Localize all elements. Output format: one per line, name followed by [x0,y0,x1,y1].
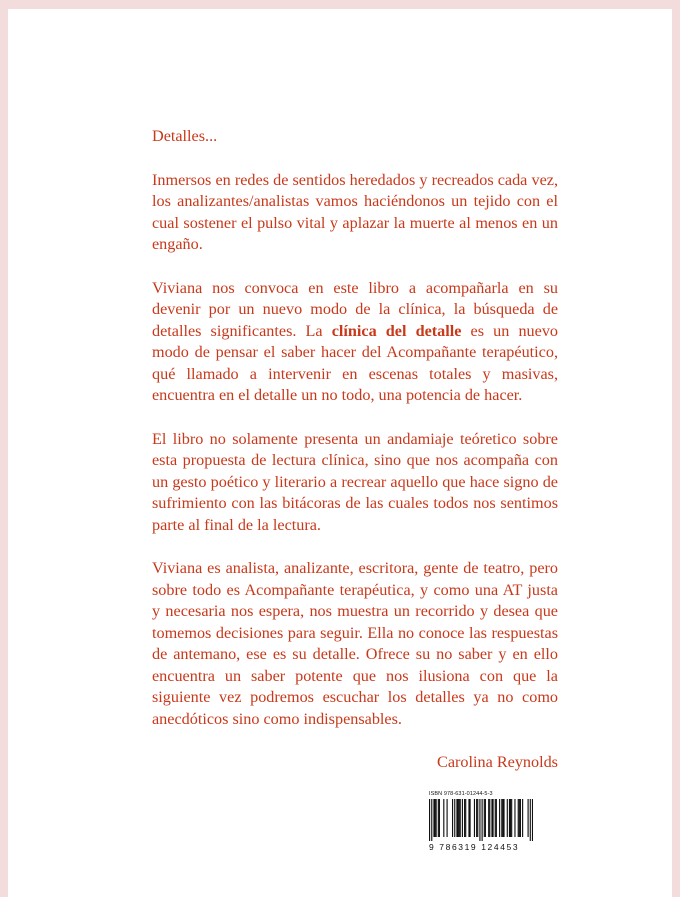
barcode-bar [502,799,503,837]
barcode-bar [510,799,511,837]
barcode-bar [520,799,521,837]
barcode-bar [522,799,523,837]
barcode-bar [530,799,531,841]
barcode-bar [514,799,515,837]
barcode-bar [479,799,480,841]
barcode-bar [452,799,453,837]
barcode-bar [470,799,471,837]
barcode-bar [457,799,458,837]
paragraph-2-text-start: Viviana nos convoca en este libro a acompañarla en su devenir por un nuevo modo de la clínica, la búsqueda de detalles significantes. La [152,278,558,340]
back-cover-text [152,126,558,790]
heading: Detalles... [152,127,218,145]
barcode-bar [474,799,475,837]
barcode-bar [439,799,440,837]
barcode-bars [429,799,533,841]
barcode-bar [482,799,483,841]
barcode-bar [492,799,493,837]
barcode-bar [511,799,512,837]
barcode-bar [429,799,430,841]
barcode-bar [476,799,477,837]
barcode-bar [501,799,502,837]
barcode-bar [436,799,437,837]
barcode-bar [454,799,455,837]
barcode-bar [484,799,485,837]
barcode-bar [485,799,486,837]
paragraph-2-text-end: es un nuevo modo de pensar el saber hacer del Acompañante terapéutico, qué llamado a intervenir en escenas totales y masivas, encuentra en el detalle un no todo, una potencia de hacer. [152,321,559,404]
barcode-bar [499,799,500,837]
bold-phrase: clínica del detalle [331,321,462,340]
barcode-bar [496,799,497,837]
barcode-bar [460,799,461,837]
barcode-bar [438,799,439,837]
barcode-bar [507,799,508,837]
back-cover-page [8,9,672,897]
barcode-bar [495,799,496,837]
paragraph-4: Viviana es analista, analizante, escritora, gente de teatro, pero sobre todo es Acompañante terapéutica, y como una AT justa y necesaria nos espera, nos muestra un recorrido y desea que tomemos decisiones para seguir. Ella no conoce las respuestas de antemano, ese es su detalle. Ofrece su no saber y en ello encuentra un saber potente que nos ilusiona con que la siguiente vez podremos escuchar los detalles ya no como anecdóticos sino como indispensables. [152,559,558,728]
author-signature: Carolina Reynolds [437,753,558,771]
barcode-bar [464,799,465,837]
barcode-bar [433,799,434,837]
barcode-bar [447,799,448,837]
paragraph-3: El libro no solamente presenta un andamiaje teóretico sobre esta propuesta de lectura clínica, sino que nos acompaña con un gesto poético y literario a recrear aquello que hace signo de sufrimiento con las bitácoras de las cuales todos nos sentimos parte al final de la lectura. [152,429,558,534]
barcode-bar [431,799,432,841]
barcode-bar [456,799,457,837]
barcode-bar [468,799,469,837]
barcode-bar [491,799,492,837]
barcode-bar [489,799,490,837]
paragraph-2 [152,278,558,407]
barcode-bar [462,799,463,837]
barcode-digits: 9 786319 124453 [429,842,520,852]
isbn-barcode [429,791,533,857]
barcode-bar [528,799,529,837]
paragraph-1: Inmersos en redes de sentidos heredados y recreados cada vez, los analizantes/analistas vamos haciéndonos un tejido con el cual sostener el pulso vital y aplazar la muerte al menos en un engaño. [152,170,558,253]
barcode-bar [509,799,510,837]
barcode-bar [477,799,478,837]
barcode-bar [518,799,519,837]
barcode-bar [488,799,489,837]
barcode-bar [532,799,533,841]
barcode-bar [443,799,444,837]
isbn-label: ISBN 978-631-01244-5-3 [429,791,493,797]
barcode-bar [459,799,460,837]
barcode-bar [503,799,504,837]
barcode-bar [519,799,520,837]
barcode-bar [465,799,466,837]
barcode-bar [434,799,435,837]
